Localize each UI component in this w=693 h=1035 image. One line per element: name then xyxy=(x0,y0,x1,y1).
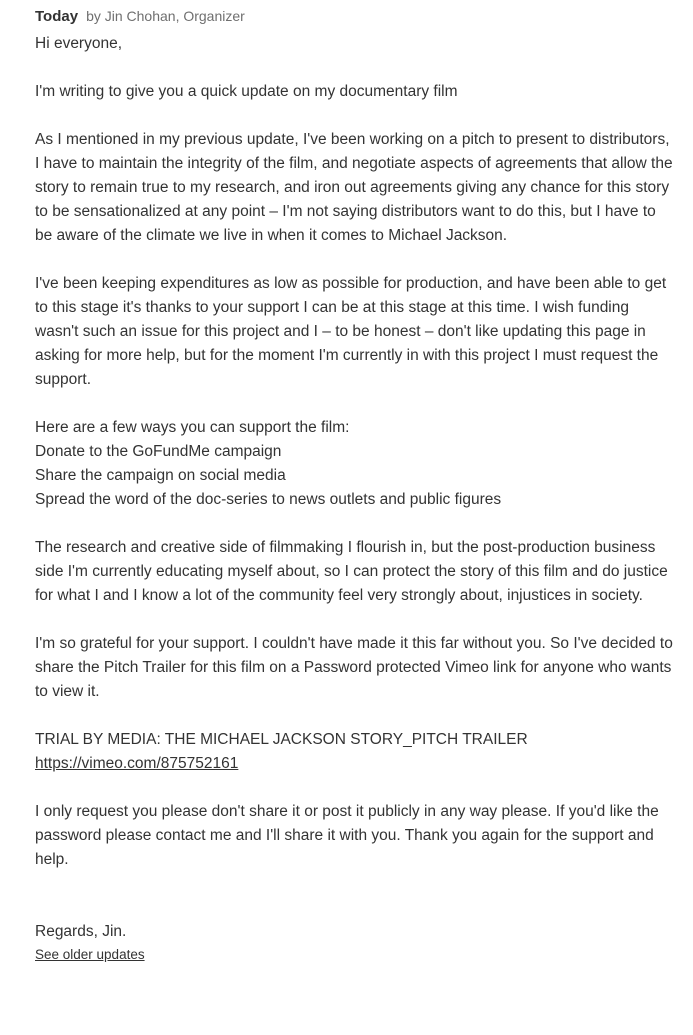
update-date: Today xyxy=(35,7,79,25)
request-paragraph: I only request you please don't share it or post it publicly in any way please. If you'd like the password please contact me and I'll share it with you. Thank you again for the support and help. xyxy=(35,803,659,868)
update-post xyxy=(35,0,675,964)
support-ways xyxy=(35,416,675,512)
update-body xyxy=(35,32,675,872)
support-ways-intro: Here are a few ways you can support the film: xyxy=(35,419,350,436)
pitch-paragraph: As I mentioned in my previous update, I've been working on a pitch to present to distributors, I have to maintain the integrity of the film, and negotiate aspects of agreements that allow the story to remain true to my research, and iron out agreements giving any chance for this story to be sensationalized at any point – I'm not saying distributors want to do this, but I have to be aware of the climate we live in when it comes to Michael Jackson. xyxy=(35,131,673,244)
spacer xyxy=(35,872,675,920)
trailer-link[interactable]: https://vimeo.com/875752161 xyxy=(35,755,239,772)
trailer-title: TRIAL BY MEDIA: THE MICHAEL JACKSON STORY_PITCH TRAILER xyxy=(35,731,528,748)
update-header xyxy=(35,0,675,32)
expenditures-paragraph: I've been keeping expenditures as low as possible for production, and have been able to get to this stage it's thanks to your support I can be at this stage at this time. I wish funding wasn't such an issue for this project and I – to be honest – don't like updating this page in asking for more help, but for the moment I'm currently in with this project I must request the support. xyxy=(35,275,667,388)
grateful-paragraph: I'm so grateful for your support. I couldn't have made it this far without you. So I've decided to share the Pitch Trailer for this film on a Password protected Vimeo link for anyone who wants to view it. xyxy=(35,635,673,700)
see-older-updates-link[interactable]: See older updates xyxy=(35,947,145,962)
support-way-item: Donate to the GoFundMe campaign xyxy=(35,443,282,460)
intro-paragraph: I'm writing to give you a quick update on my documentary film xyxy=(35,83,458,100)
support-way-item: Share the campaign on social media xyxy=(35,467,286,484)
research-paragraph: The research and creative side of filmmaking I flourish in, but the post-production business side I'm currently educating myself about, so I can protect the story of this film and do justice for what I and I know a lot of the community feel very strongly about, injustices in society. xyxy=(35,539,668,604)
greeting: Hi everyone, xyxy=(35,35,123,52)
signoff: Regards, Jin. xyxy=(35,923,127,940)
update-byline: by Jin Chohan, Organizer xyxy=(86,8,245,24)
trailer-block xyxy=(35,728,675,776)
support-way-item: Spread the word of the doc-series to news outlets and public figures xyxy=(35,491,502,508)
